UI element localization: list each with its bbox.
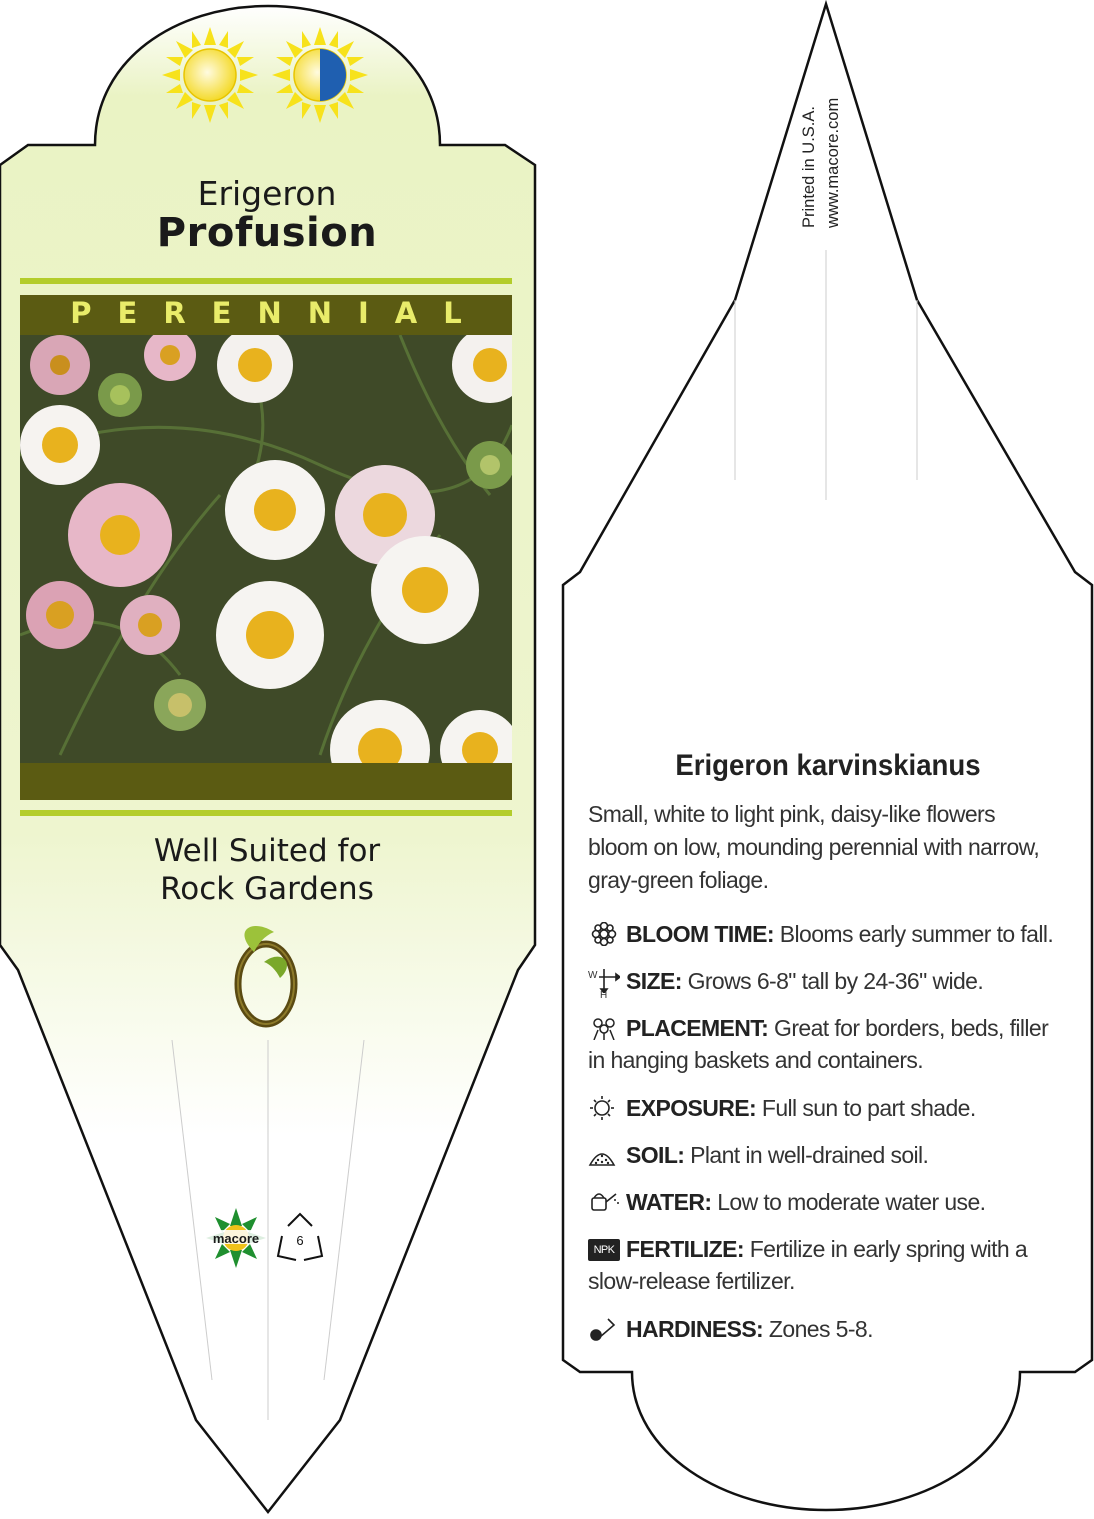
attr-soil (588, 1139, 1058, 1171)
printed-info (792, 68, 852, 238)
common-name-line1: Erigeron (197, 174, 337, 213)
fertilize-label: FERTILIZE: (626, 1236, 744, 1262)
attr-bloom-time (588, 918, 1058, 950)
hardiness-value: Zones 5-8. (768, 1316, 873, 1342)
common-name-line2: Profusion (156, 210, 378, 256)
attr-hardiness (588, 1313, 1058, 1345)
recycle-code: 6 (296, 1233, 304, 1248)
printed-line2: www.macore.com (824, 97, 842, 228)
flower-illustration (20, 335, 512, 763)
hardiness-label: HARDINESS: (626, 1316, 764, 1342)
attr-size (588, 965, 1058, 1001)
feature-line1: Well Suited for (153, 833, 381, 869)
bottom-accent-line (20, 810, 512, 816)
flower-icon (588, 922, 620, 946)
water-value: Low to moderate water use. (717, 1189, 986, 1215)
soil-label: SOIL: (626, 1142, 685, 1168)
attr-fertilize (588, 1233, 1058, 1297)
attr-placement (588, 1012, 1058, 1076)
category-label: PERENNIAL (70, 296, 488, 330)
size-label: SIZE: (626, 968, 682, 994)
size-value: Grows 6-8" tall by 24-36" wide. (687, 968, 984, 994)
watering-can-icon (588, 1190, 620, 1214)
attr-water (588, 1186, 1058, 1218)
size-arrows-icon (588, 969, 620, 1001)
placement-value: Great for borders, beds, filler in hanging baskets and containers. (588, 1015, 1049, 1073)
plant-photo (20, 335, 512, 763)
part-shade-icon (272, 27, 368, 123)
feature-line2: Rock Gardens (160, 871, 374, 907)
size-icon-h: H (600, 990, 607, 1001)
bloom-time-label: BLOOM TIME: (626, 921, 774, 947)
soil-pile-icon (588, 1143, 620, 1167)
botanical-name: Erigeron karvinskianus (675, 749, 981, 782)
top-accent-line (20, 278, 512, 284)
water-label: WATER: (626, 1189, 712, 1215)
fertilize-value: Fertilize in early spring with a slow-release fertilizer. (588, 1236, 1028, 1294)
attr-exposure (588, 1092, 1058, 1124)
exposure-value: Full sun to part shade. (761, 1095, 976, 1121)
placement-label: PLACEMENT: (626, 1015, 769, 1041)
npk-text: NPK (593, 1244, 615, 1256)
printed-line1: Printed in U.S.A. (800, 106, 818, 228)
bloom-time-value: Blooms early summer to fall. (779, 921, 1054, 947)
full-sun-icon (162, 27, 258, 123)
brand-label: macore (212, 1231, 260, 1246)
plant-description: Small, white to light pink, daisy-like flowers bloom on low, mounding perennial with narrow, gray-green foliage. (588, 801, 1040, 893)
feature-text (20, 832, 514, 908)
sun-outline-icon (588, 1096, 620, 1120)
npk-fertilizer-icon (588, 1239, 620, 1261)
photo-bottom-band (20, 763, 512, 800)
placement-flowers-icon (588, 1016, 620, 1040)
exposure-label: EXPOSURE: (626, 1095, 757, 1121)
soil-value: Plant in well-drained soil. (690, 1142, 929, 1168)
thermometer-icon (588, 1317, 620, 1341)
size-icon-w: W (588, 970, 597, 981)
